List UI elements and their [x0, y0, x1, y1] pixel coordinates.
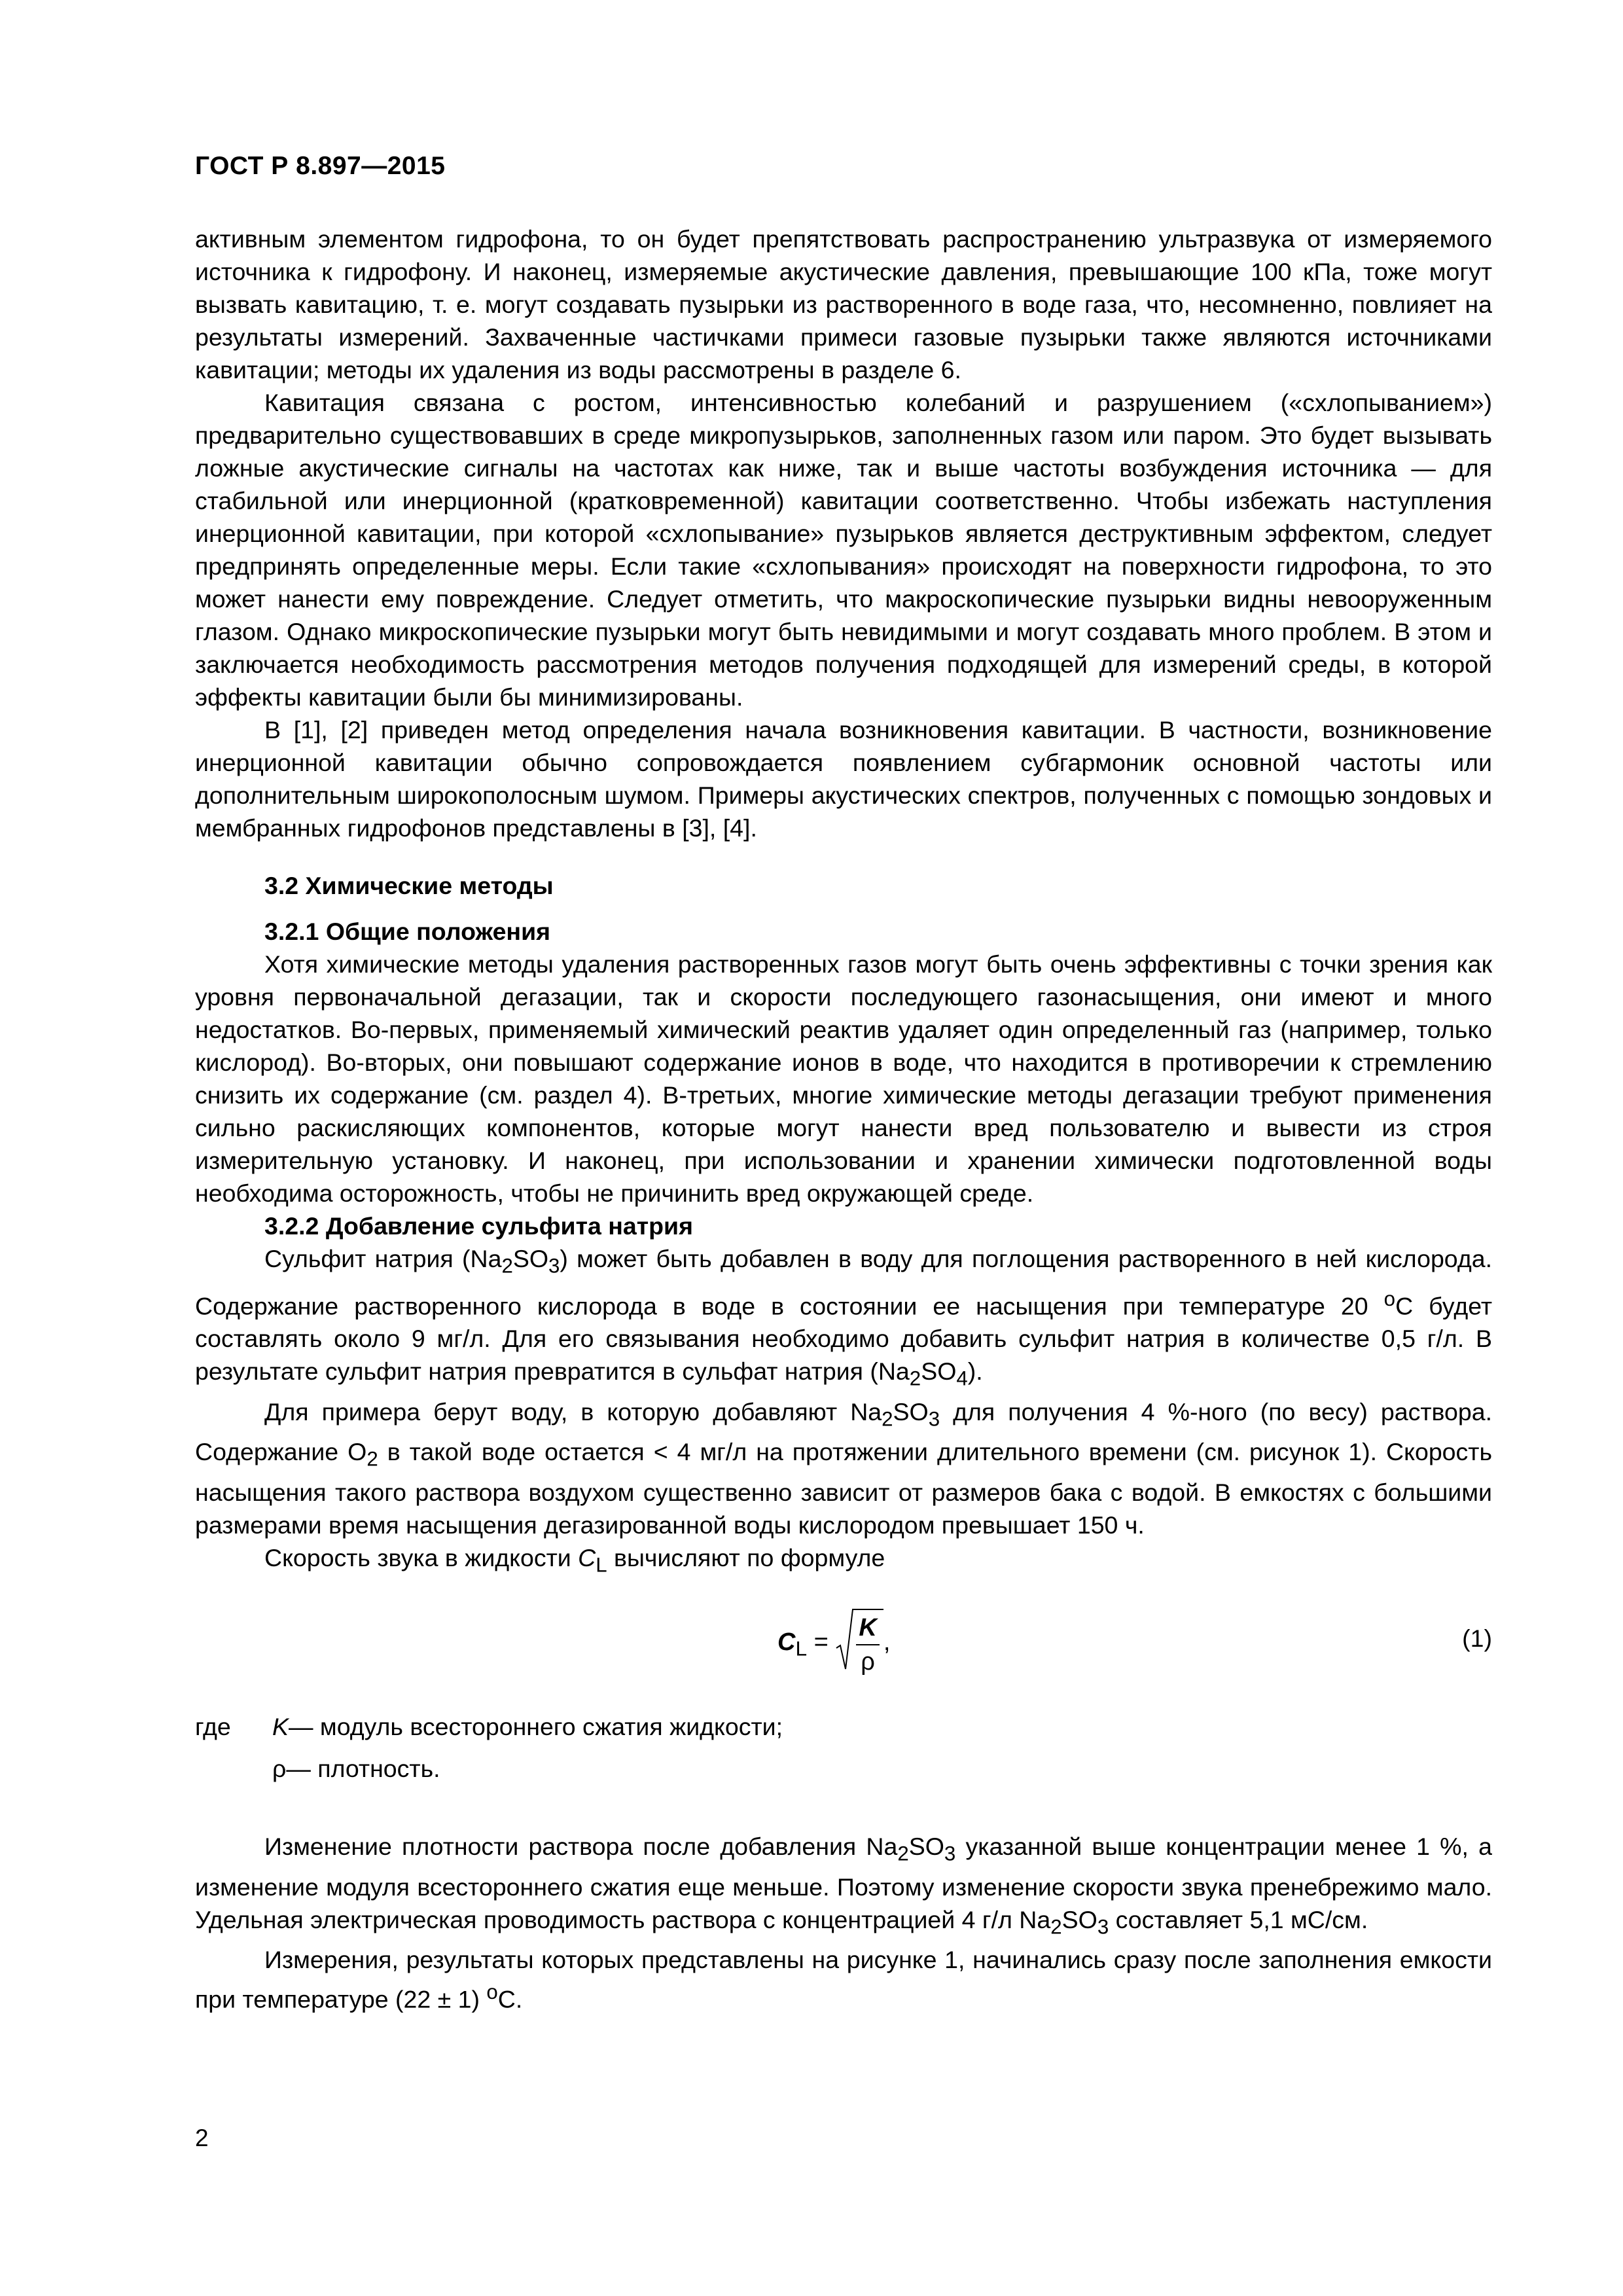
- formula-expression: $C_L$ = $\frac{K}{\rho}$ ,: [777, 1609, 890, 1678]
- radical-sign-icon: [835, 1609, 853, 1672]
- section-heading-3-2-1: 3.2.1 Общие положения: [264, 918, 551, 945]
- paragraph-8: Изменение плотности раствора после добавления $Na_2SO_3$ указанной выше концентрации менее 1 %, а изменение модуля всестороннего сжатия еще меньше. Поэтому изменение скорости звука пренебрежимо мало. Удельная электрическая проводимость раствора с концентрацией 4 г/л $Na_2SO_3$ составляет 5,1 мС/см.: [195, 1833, 1492, 1938]
- paragraph-4: Хотя химические методы удаления растворенных газов могут быть очень эффективны с точки зрения как уровня первоначальной дегазации, так и скорости последующего газонасыщения, они имеют и много недостатков. Во-первых, применяемый химический реактив удаляет один определенный газ (например, только кислород). Во-вторых, они повышают содержание ионов в воде, что находится в противоречии к стремлению снизить их содержание (см. раздел 4). В-третьих, многие химические методы дегазации требуют применения сильно раскисляющих компонентов, которые могут нанести вред пользователю и вывести из строя измерительную установку. И наконец, при использовании и хранении химически подготовленной воды необходима осторожность, чтобы не причинить вред окружающей среде.: [195, 950, 1492, 1207]
- paragraph-9: Измерения, результаты которых представлены на рисунке 1, начинались сразу после заполнения емкости при температуре (22 ± 1) $^о$С.: [195, 1946, 1492, 2013]
- paragraph-1: активным элементом гидрофона, то он будет препятствовать распространению ультразвука от измеряемого источника к гидрофону. И наконец, измеряемые акустические давления, превышающие 100 кПа, тоже могут вызвать кавитацию, т. е. могут создавать пузырьки из растворенного в воде газа, что, несомненно, повлияет на результаты измерений. Захваченные частичками примеси газовые пузырьки также являются источниками кавитации; методы их удаления из воды рассмотрены в разделе 6.: [195, 225, 1492, 384]
- document-header: ГОСТ Р 8.897—2015: [195, 152, 446, 180]
- paragraph-7: Скорость звука в жидкости $C_L$ вычисляют по формуле: [264, 1543, 885, 1576]
- square-root: $\frac{K}{\rho}$: [835, 1609, 883, 1678]
- paragraph-2: Кавитация связана с ростом, интенсивностью колебаний и разрушением («схлопыванием») предварительно существовавших в среде микропузырьков, заполненных газом или паром. Это будет вызывать ложные акустические сигналы на частотах как ниже, так и выше частоты возбуждения источника — для стабильной или инерционной (кратковременной) кавитации соответственно. Чтобы избежать наступления инерционной кавитации, при которой «схлопывание» пузырьков является деструктивным эффектом, следует предпринять определенные меры. Если такие «схлопывания» происходят на поверхности гидрофона, то это может нанести ему повреждение. Следует отметить, что макроскопические пузырьки видны невооруженным глазом. Однако микроскопические пузырьки могут быть невидимыми и могут создавать много проблем. В этом и заключается необходимость рассмотрения методов получения подходящей для измерений среды, в которой эффекты кавитации были бы минимизированы.: [195, 389, 1492, 711]
- section-heading-3-2: 3.2 Химические методы: [264, 872, 554, 899]
- document-body: [195, 223, 1492, 2016]
- paragraph-6: Для примера берут воду, в которую добавляют $Na_2SO_3$ для получения 4 %-ного (по весу) раствора. Содержание $O_2$ в такой воде остается < 4 мг/л на протяжении длительного времени (см. рисунок 1). Скорость насыщения такого раствора воздухом существенно зависит от размеров бака с водой. В емкостях с большими размерами время насыщения дегазированной воды кислородом превышает 150 ч.: [195, 1397, 1492, 1539]
- paragraph-3: В [1], [2] приведен метод определения начала возникновения кавитации. В частности, возникновение инерционной кавитации обычно сопровождается появлением субгармоник основной частоты или дополнительным широкополосным шумом. Примеры акустических спектров, полученных с помощью зондовых и мембранных гидрофонов представлены в [3], [4].: [195, 716, 1492, 842]
- formula-legend: [195, 1706, 1492, 1789]
- legend-row-rho: ρ — плотность.: [272, 1755, 440, 1782]
- legend-row-k: где K — модуль всестороннего сжатия жидкости;: [195, 1713, 783, 1740]
- formula-1: [195, 1601, 1492, 1679]
- formula-number: (1): [1462, 1624, 1492, 1652]
- page-number: 2: [195, 2125, 209, 2151]
- section-heading-3-2-2: 3.2.2 Добавление сульфита натрия: [264, 1212, 693, 1240]
- paragraph-5: Сульфит натрия $(Na_2SO_3)$ может быть добавлен в воду для поглощения растворенного в ней кислорода. Содержание растворенного кислорода в воде в состоянии ее насыщения при температуре 20 $^о$С будет составлять около 9 мг/л. Для его связывания необходимо добавить сульфит натрия в количестве 0,5 г/л. В результате сульфит натрия превратится в сульфат натрия $(Na_2SO_4)$.: [195, 1245, 1493, 1390]
